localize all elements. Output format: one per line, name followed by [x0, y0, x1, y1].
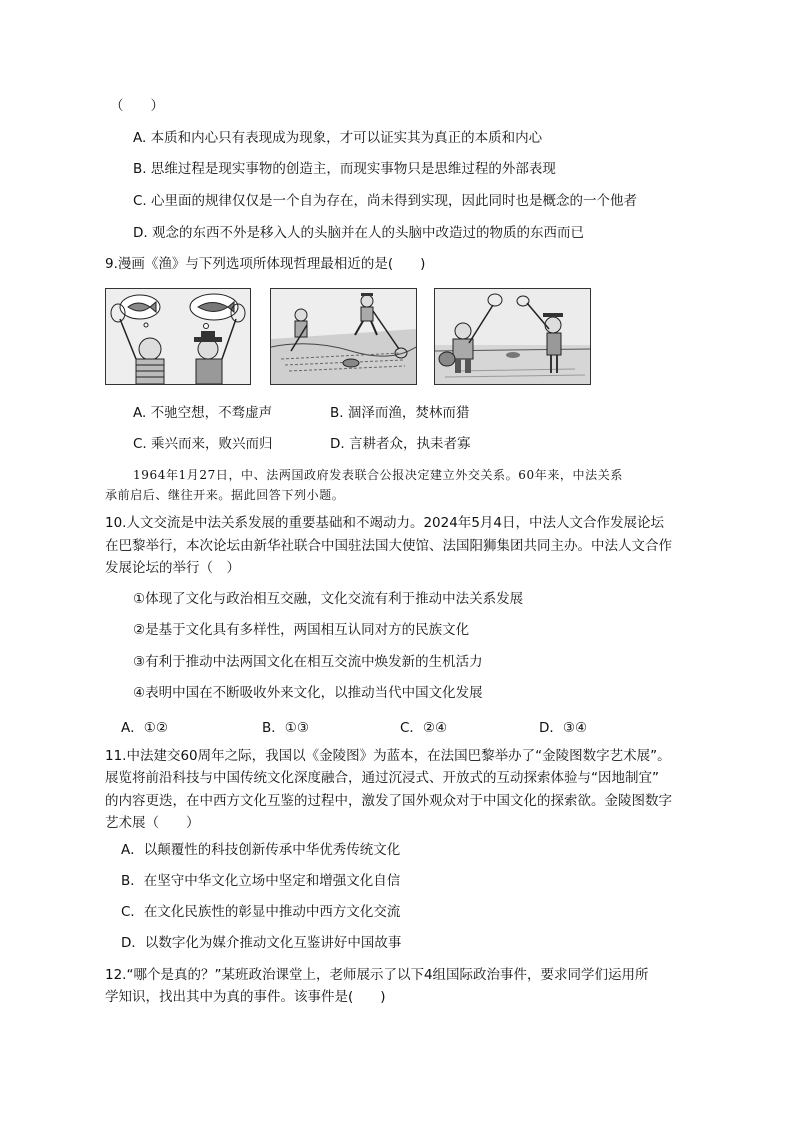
comic-empty-nets-illustration: [435, 289, 590, 384]
q9-option-c: C. 乘兴而来，败兴而归: [133, 436, 273, 452]
q10-option-b: B．①③: [262, 720, 309, 736]
q10-option-d: D．③④: [539, 720, 588, 736]
q8-option-b: B. 思维过程是现实事物的创造主，而现实事物只是思维过程的外部表现: [133, 161, 556, 177]
q9-option-b: B. 涸泽而渔，焚林而猎: [330, 405, 470, 421]
q10-stem-line-2: 在巴黎举行，本次论坛由新华社联合中国驻法国大使馆、法国阳狮集团共同主办。中法人文合作: [105, 538, 672, 554]
comic-draining-pond-illustration: [271, 289, 416, 384]
q11-option-d: D．以数字化为媒介推动文化互鉴讲好中国故事: [121, 935, 402, 951]
q11-stem-line-3: 的内容更迭，在中西方文化互鉴的过程中，激发了国外观众对于中国文化的探索欲。金陵图数字: [105, 793, 672, 809]
q10-statement-1: ①体现了文化与政治相互交融，文化交流有利于推动中法关系发展: [133, 591, 524, 607]
comic-panel-1: [105, 288, 251, 385]
q11-stem-line-2: 展览将前沿科技与中国传统文化深度融合，通过沉浸式、开放式的互动探索体验与“因地制宜”: [105, 770, 659, 786]
q10-option-c: C．②④: [400, 720, 448, 736]
q10-statement-4: ④表明中国在不断吸收外来文化，以推动当代中国文化发展: [133, 685, 483, 701]
q11-option-b: B．在坚守中华文化立场中坚定和增强文化自信: [121, 873, 401, 889]
q9-option-d: D. 言耕者众，执耒者寡: [330, 436, 471, 452]
comic-panel-3: [434, 288, 591, 385]
q9-stem: 9.漫画《渔》与下列选项所体现哲理最相近的是( ): [105, 256, 426, 272]
q9-option-a: A. 不驰空想，不骛虚声: [133, 405, 273, 421]
q8-option-c: C. 心里面的规律仅仅是一个自为存在，尚未得到实现，因此同时也是概念的一个他者: [133, 193, 638, 209]
q11-option-c: C．在文化民族性的彰显中推动中西方文化交流: [121, 904, 401, 920]
q8-option-d: D. 观念的东西不外是移入人的头脑并在人的头脑中改造过的物质的东西而已: [133, 225, 584, 241]
q10-statement-3: ③有利于推动中法两国文化在相互交流中焕发新的生机活力: [133, 654, 483, 670]
q8-option-a: A. 本质和内心只有表现成为现象，才可以证实其为真正的本质和内心: [133, 130, 543, 146]
q10-stem-line-1: 10.人文交流是中法关系发展的重要基础和不竭动力。2024年5月4日，中法人文合作发展论坛: [105, 515, 665, 531]
comic-panel-2: [270, 288, 417, 385]
q12-stem-line-1: 12.“哪个是真的？”某班政治课堂上，老师展示了以下4组国际政治事件，要求同学们运用所: [105, 967, 649, 983]
passage-line-1: 1964年1月27日，中、法两国政府发表联合公报决定建立外交关系。60年来，中法关系: [133, 468, 623, 482]
passage-line-2: 承前启后、继往开来。据此回答下列小题。: [105, 488, 345, 502]
q11-option-a: A．以颠覆性的科技创新传承中华优秀传统文化: [121, 842, 401, 858]
q12-stem-line-2: 学知识，找出其中为真的事件。该事件是( ): [105, 989, 386, 1005]
q8-stem-tail: （ ）: [110, 98, 164, 114]
q11-stem-line-4: 艺术展（ ）: [105, 815, 200, 831]
comic-dream-of-fish-illustration: [106, 289, 250, 384]
q11-stem-line-1: 11.中法建交60周年之际，我国以《金陵图》为蓝本，在法国巴黎举办了“金陵图数字艺术展”。: [105, 748, 671, 764]
q10-statement-2: ②是基于文化具有多样性，两国相互认同对方的民族文化: [133, 622, 470, 638]
q10-stem-line-3: 发展论坛的举行（ ）: [105, 560, 240, 576]
q10-option-a: A．①②: [121, 720, 168, 736]
